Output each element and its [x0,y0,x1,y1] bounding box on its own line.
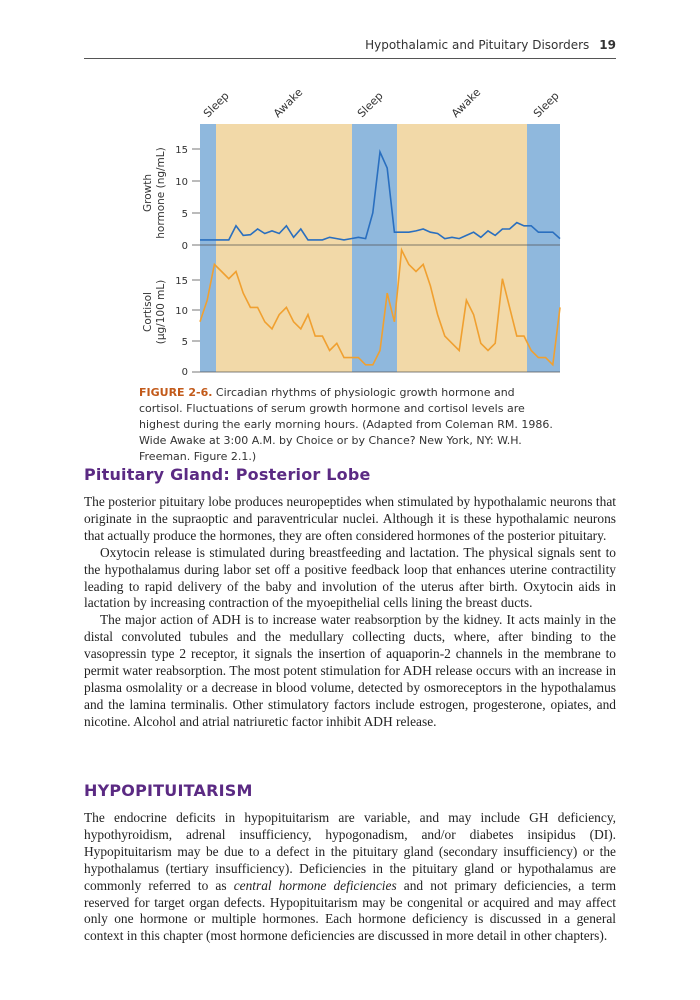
band-sleep-3 [527,124,560,372]
page-number: 19 [599,38,616,52]
phase-label: Sleep [354,89,386,121]
phase-label: Sleep [200,89,232,121]
gh-tick-label: 0 [181,241,188,252]
cortisol-axis-label-line1: Cortisol [142,292,154,332]
phase-label: Awake [270,85,306,121]
phase-label: Awake [448,85,484,121]
chart-svg [130,80,570,380]
paragraph: Oxytocin release is stimulated during breastfeeding and lactation. The physical signals sent to the hypothalamus during labor set off a positive feedback loop that enhances uterine contractility leading to rapid delivery of the baby and involution of the uterus after birth. Oxytocin aids in lactation by increasing contraction of the myoepithelial cells lining the breast ducts. [84,544,616,611]
section-heading-hypopituitarism: HYPOPITUITARISM [84,781,253,800]
posterior-lobe-body [84,494,616,731]
gh-tick-label: 10 [175,177,188,188]
cortisol-tick-label: 5 [181,337,188,348]
section-heading-posterior-lobe: Pituitary Gland: Posterior Lobe [84,465,371,484]
gh-axis-label-line1: Growth [142,173,154,213]
cortisol-tick-label: 0 [181,367,188,378]
paragraph: The major action of ADH is to increase water reabsorption by the kidney. It acts mainly in the distal convoluted tubules and the medullary collecting ducts, where, after binding to the vasopressin type 2 receptor, it signals the insertion of aquaporin-2 channels in the membrane to permit water reabsorption. The most potent stimulation for ADH release occurs with an increase in plasma osmolality or a decrease in blood volume, detected by osmoreceptors in the hypothalamus and the lamina terminalis. Other stimulatory factors include estrogen, progesterone, opiates, and nicotine. Alcohol and atrial natriuretic factor inhibit ADH release. [84,612,616,729]
cortisol-tick-label: 15 [175,276,188,287]
gh-tick-label: 5 [181,209,188,220]
paragraph-emphasis: central hormone deficiencies [233,877,397,893]
gh-axis-label-line2: hormone (ng/mL) [155,147,167,239]
running-header [84,38,616,59]
paragraph [84,810,616,945]
figure-circadian-chart [130,80,570,380]
band-sleep-2 [352,124,397,372]
figure-caption-text: Circadian rhythms of physiologic growth hormone and cortisol. Fluctuations of serum growth hormone and cortisol levels are highest during the early morning hours. (Adapted from Coleman RM. 1986. Wide Awake at 3:00 A.M. by Choice or by Chance? New York, NY: W.H. Freeman. Figure 2.1.) [139,386,553,463]
figure-caption [139,385,559,465]
band-sleep-1 [200,124,216,372]
band-awake-1 [216,124,352,372]
gh-tick-label: 15 [175,145,188,156]
paragraph: The posterior pituitary lobe produces neuropeptides when stimulated by hypothalamic neurons that originate in the supraoptic and paraventricular nuclei. Although it is these hypothalamic neurons that actually produce the hormones, they are often considered hormones of the posterior pituitary. [84,494,616,543]
cortisol-tick-label: 10 [175,306,188,317]
hypopituitarism-body [84,810,616,945]
cortisol-axis-label-line2: (µg/100 mL) [155,279,167,345]
figure-caption-label: FIGURE 2-6. [139,386,213,399]
phase-label: Sleep [530,89,562,121]
running-title: Hypothalamic and Pituitary Disorders [365,38,590,52]
paragraph-text: and not primary deficiencies, a term reserved for target organ defects. Hypopituitarism may be congenital or acquired and may affect only one hormone or multiple hormones. Each hormone deficiency is discussed in a general context in this chapter (most hormone deficiencies are discussed in more detail in other chapters). [84,877,616,944]
paragraph-text: The endocrine deficits in hypopituitarism are variable, and may include GH deficiency, hypothyroidism, adrenal insufficiency, hypogonadism, and/or diabetes insipidus (DI). Hypopituitarism may be due to a defect in the pituitary gland (secondary insufficiency) or the hypothalamus (tertiary insufficiency). Deficiencies in the pituitary gland or hypothalamus are commonly referred to as [84,810,616,893]
